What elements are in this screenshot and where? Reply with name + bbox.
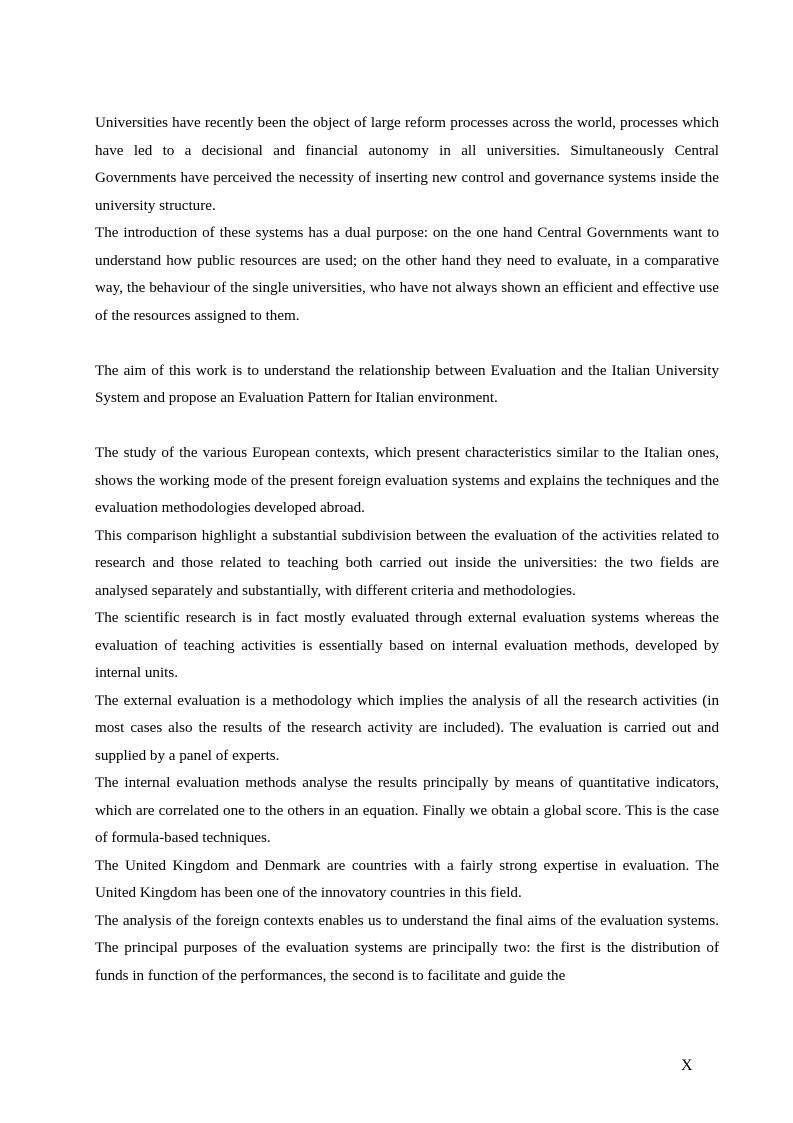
paragraph-dual-purpose: The introduction of these systems has a dual purpose: on the one hand Central Governments want to understand how public resources are used; on the other hand they need to evaluate, in a comparative way, the behaviour of the single universities, who have not always shown an efficient and effective use of the resources assigned to them. [95, 225, 719, 324]
paragraph-foreign-contexts: The analysis of the foreign contexts enables us to understand the final aims of the evaluation systems. The principal purposes of the evaluation systems are principally two: the first is the distribution of funds in function of the performances, the second is to facilitate and guide the [95, 912, 719, 984]
paragraph-reform: Universities have recently been the object of large reform processes across the world, processes which have led to a decisional and financial autonomy in all universities. Simultaneously Central Governments have perceived the necessity of inserting new control and governance systems inside the university structure. [95, 115, 719, 214]
paragraph-external-evaluation: The external evaluation is a methodology which implies the analysis of all the research activities (in most cases also the results of the research activity are included). The evaluation is carried out and supplied by a panel of experts. [95, 692, 719, 764]
body-text [95, 110, 719, 990]
paragraph-european-contexts: The study of the various European contexts, which present characteristics similar to the Italian ones, shows the working mode of the present foreign evaluation systems and explains the techniques and the evaluation methodologies developed abroad. [95, 445, 719, 516]
paragraph-spacer [95, 330, 719, 358]
page-number: X [681, 1057, 693, 1074]
paragraph-internal-evaluation: The internal evaluation methods analyse the results principally by means of quantitative indicators, which are correlated one to the others in an equation. Finally we obtain a global score. This is the case of formula-based techniques. [95, 775, 719, 846]
paragraph-comparison: This comparison highlight a substantial subdivision between the evaluation of the activities related to research and those related to teaching both carried out inside the universities: the two fields are analysed separately and substantially, with different criteria and methodologies. [95, 527, 719, 599]
paragraph-spacer [95, 413, 719, 441]
paragraph-scientific-research: The scientific research is in fact mostly evaluated through external evaluation systems whereas the evaluation of teaching activities is essentially based on internal evaluation methods, developed by internal units. [95, 610, 719, 681]
paragraph-aim: The aim of this work is to understand the relationship between Evaluation and the Italian University System and propose an Evaluation Pattern for Italian environment. [95, 362, 719, 406]
paragraph-uk-denmark: The United Kingdom and Denmark are countries with a fairly strong expertise in evaluation. The United Kingdom has been one of the innovatory countries in this field. [95, 857, 719, 901]
